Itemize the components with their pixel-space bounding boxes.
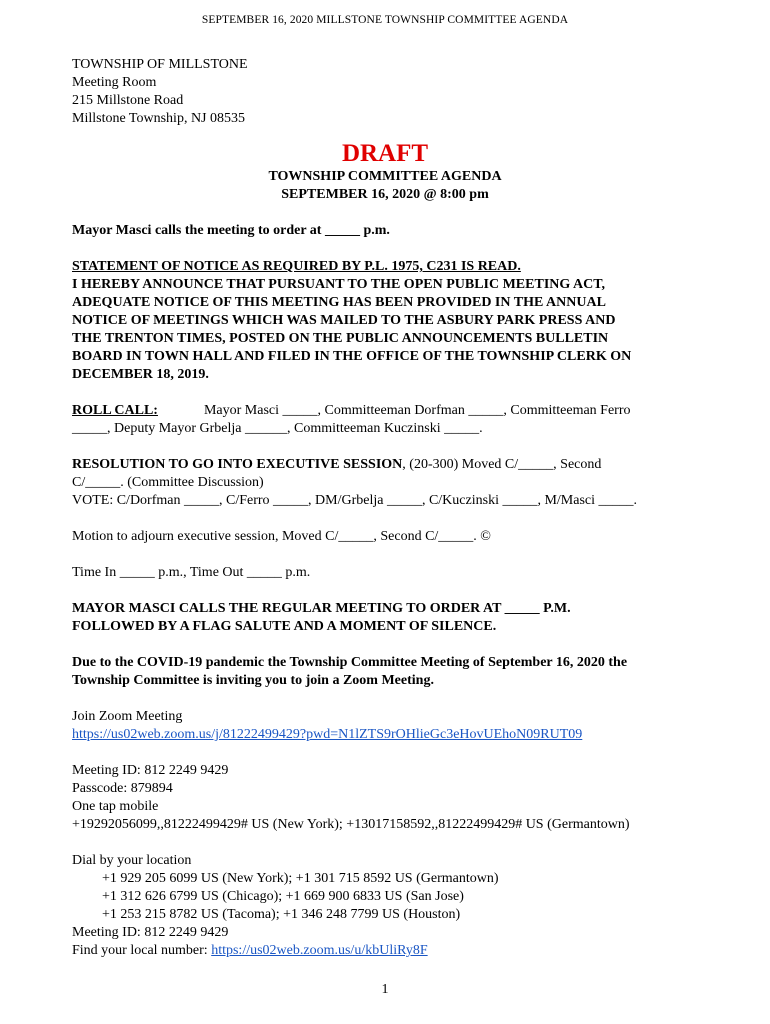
zoom-one-tap-label: One tap mobile [72,799,159,814]
statement-line: I HEREBY ANNOUNCE THAT PURSUANT TO THE OPEN PUBLIC MEETING ACT, [72,277,606,292]
zoom-dial-line: +1 929 205 6099 US (New York); +1 301 715 8592 US (Germantown) [102,871,499,886]
page-number: 1 [381,982,389,997]
statement-heading: STATEMENT OF NOTICE AS REQUIRED BY P.L. 1975, C231 IS READ. [72,259,521,274]
agenda-date-line: SEPTEMBER 16, 2020 @ 8:00 pm [281,187,489,202]
roll-call-text: _____, Deputy Mayor Grbelja ______, Committeeman Kuczinski _____. [72,421,483,436]
roll-call-text: Mayor Masci _____, Committeeman Dorfman _____, Committeeman Ferro [203,403,631,418]
zoom-join [72,708,712,744]
agenda-title-line: TOWNSHIP COMMITTEE AGENDA [268,169,502,184]
address-line: Meeting Room [72,75,157,90]
statement-line: THE TRENTON TIMES, POSTED ON THE PUBLIC ANNOUNCEMENTS BULLETIN [72,331,609,346]
statement-line: BOARD IN TOWN HALL AND FILED IN THE OFFICE OF THE TOWNSHIP CLERK ON [72,349,632,364]
time-in-out: Time In _____ p.m., Time Out _____ p.m. [72,565,311,580]
zoom-meeting-details [72,762,712,834]
zoom-find-local-link[interactable]: https://us02web.zoom.us/u/kbUliRy8F [211,943,428,958]
executive-session [72,456,712,510]
zoom-meeting-id: Meeting ID: 812 2249 9429 [72,763,229,778]
covid-notice-line: Due to the COVID-19 pandemic the Township Committee Meeting of September 16, 2020 the [72,655,628,670]
zoom-one-tap-numbers: +19292056099,,81222499429# US (New York); +13017158592,,81222499429# US (Germantown) [72,817,630,832]
document-body [72,56,712,960]
zoom-find-local-label: Find your local number: [72,943,212,958]
zoom-dial-line: +1 253 215 8782 US (Tacoma); +1 346 248 7799 US (Houston) [102,907,461,922]
zoom-dial-in [72,852,712,960]
roll-call-label: ROLL CALL: [72,403,158,418]
executive-session-vote: VOTE: C/Dorfman _____, C/Ferro _____, DM/Grbelja _____, C/Kuczinski _____, M/Masci _____. [72,493,638,508]
agenda-title [72,168,712,204]
statement-of-notice [72,258,712,384]
zoom-passcode: Passcode: 879894 [72,781,173,796]
address-line: TOWNSHIP OF MILLSTONE [72,57,248,72]
address-line: Millstone Township, NJ 08535 [72,111,245,126]
address-block [72,56,712,128]
address-line: 215 Millstone Road [72,93,184,108]
zoom-dial-label: Dial by your location [72,853,192,868]
covid-notice-line: Township Committee is inviting you to join a Zoom Meeting. [72,673,434,688]
draft-watermark-label: DRAFT [341,140,429,167]
roll-call [72,402,712,438]
running-header: SEPTEMBER 16, 2020 MILLSTONE TOWNSHIP COMMITTEE AGENDA [201,14,569,26]
zoom-join-label: Join Zoom Meeting [72,709,183,724]
executive-session-text: , (20-300) Moved C/_____, Second [402,457,602,472]
zoom-join-link[interactable]: https://us02web.zoom.us/j/81222499429?pwd=N1lZTS9rOHlieGc3eHovUEhoN09RUT09 [72,727,583,742]
zoom-meeting-id: Meeting ID: 812 2249 9429 [72,925,229,940]
regular-meeting [72,600,712,636]
regular-meeting-line: MAYOR MASCI CALLS THE REGULAR MEETING TO ORDER AT _____ P.M. [72,601,571,616]
covid-notice [72,654,712,690]
statement-line: DECEMBER 18, 2019. [72,367,209,382]
adjourn-executive-session: Motion to adjourn executive session, Moved C/_____, Second C/_____. © [72,529,491,544]
executive-session-heading: RESOLUTION TO GO INTO EXECUTIVE SESSION [72,457,403,472]
regular-meeting-line: FOLLOWED BY A FLAG SALUTE AND A MOMENT OF SILENCE. [72,619,497,634]
executive-session-text: C/_____. (Committee Discussion) [72,475,264,490]
statement-line: NOTICE OF MEETINGS WHICH WAS MAILED TO THE ASBURY PARK PRESS AND [72,313,616,328]
call-to-order: Mayor Masci calls the meeting to order at _____ p.m. [72,223,390,238]
zoom-dial-line: +1 312 626 6799 US (Chicago); +1 669 900 6833 US (San Jose) [102,889,464,904]
statement-line: ADEQUATE NOTICE OF THIS MEETING HAS BEEN PROVIDED IN THE ANNUAL [72,295,606,310]
